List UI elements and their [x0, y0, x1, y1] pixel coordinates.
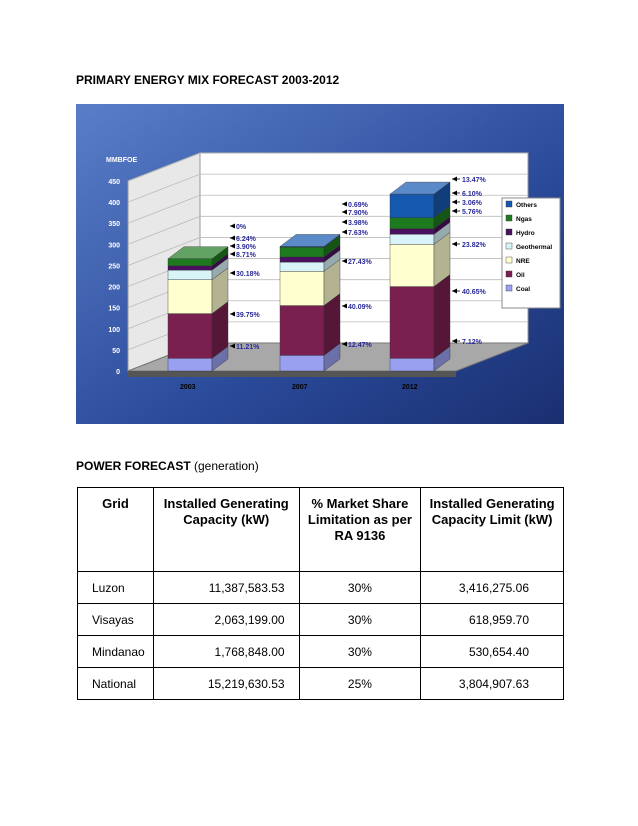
bar-segment-ngas — [280, 247, 324, 257]
annotation-label-oil: 39.75% — [236, 312, 260, 319]
annotation-label-oil: 40.65% — [462, 289, 486, 296]
legend-entry: NRE — [516, 258, 530, 265]
legend-box — [502, 198, 560, 308]
annotation-label-geothermal: 7.63% — [348, 230, 368, 237]
bar-segment-nre — [390, 244, 434, 286]
cell-limit: 618,959.70 — [421, 604, 564, 636]
y-tick-label: 50 — [112, 347, 120, 355]
y-tick-label: 100 — [108, 326, 120, 334]
x-tick-label: 2012 — [402, 384, 418, 391]
cell-grid: Luzon — [78, 572, 154, 604]
cell-grid: National — [78, 668, 154, 700]
cell-limit: 530,654.40 — [421, 636, 564, 668]
table-row — [78, 572, 564, 604]
annotation-label-coal: 7.12% — [462, 339, 482, 346]
table-row — [78, 668, 564, 700]
bar-segment-ngas — [168, 259, 212, 266]
legend-swatch — [506, 229, 512, 235]
bar-segment-side — [434, 275, 450, 359]
annotation-label-hydro: 3.90% — [236, 244, 256, 251]
annotation-label-coal: 11.21% — [236, 344, 260, 351]
cell-capacity: 11,387,583.53 — [153, 572, 299, 604]
cell-share: 30% — [299, 604, 421, 636]
y-tick-label: 350 — [108, 221, 120, 229]
bar-segment-hydro — [168, 266, 212, 270]
bar-segment-geothermal — [168, 270, 212, 280]
y-tick-label: 450 — [108, 179, 120, 186]
cell-share: 30% — [299, 572, 421, 604]
power-forecast-table — [77, 487, 564, 700]
annotation-label-geothermal: 5.76% — [462, 209, 482, 216]
cell-capacity: 15,219,630.53 — [153, 668, 299, 700]
annotation-label-hydro: 3.06% — [462, 200, 482, 207]
cell-limit: 3,804,907.63 — [421, 668, 564, 700]
bar-segment-coal — [280, 355, 324, 371]
bar-segment-oil — [390, 287, 434, 359]
energy-mix-chart — [76, 104, 564, 424]
bar-segment-geothermal — [390, 234, 434, 244]
annotation-label-others: 0% — [236, 224, 247, 231]
energy-mix-heading: PRIMARY ENERGY MIX FORECAST 2003-2012 — [76, 73, 340, 87]
legend-swatch — [506, 285, 512, 291]
y-tick-label: 300 — [108, 242, 120, 250]
power-forecast-subtitle: (generation) — [190, 459, 259, 473]
header-grid: Grid — [78, 488, 154, 572]
annotation-label-others: 13.47% — [462, 177, 486, 184]
y-tick-label: 400 — [108, 200, 120, 208]
x-tick-label: 2007 — [292, 384, 308, 391]
bar-segment-oil — [168, 314, 212, 359]
bar-segment-hydro — [390, 229, 434, 234]
legend-entry: Geothermal — [516, 244, 553, 251]
legend-swatch — [506, 215, 512, 221]
legend-swatch — [506, 201, 512, 207]
bar-segment-others — [390, 194, 434, 218]
cell-share: 30% — [299, 636, 421, 668]
cell-share: 25% — [299, 668, 421, 700]
x-tick-label: 2003 — [180, 384, 196, 391]
cell-limit: 3,416,275.06 — [421, 572, 564, 604]
chart-floor-edge — [128, 371, 456, 377]
bar-segment-nre — [280, 271, 324, 305]
y-tick-label: 200 — [108, 284, 120, 292]
y-tick-label: 250 — [108, 263, 120, 271]
annotation-label-ngas: 6.24% — [236, 236, 256, 243]
header-market-share: % Market Share Limitation as per RA 9136 — [299, 488, 421, 572]
y-axis-label: MMBFOE — [106, 157, 138, 164]
annotation-label-nre: 30.18% — [236, 271, 260, 278]
bar-segment-oil — [280, 306, 324, 356]
annotation-label-oil: 40.09% — [348, 304, 372, 311]
bar-segment-coal — [168, 358, 212, 371]
header-capacity: Installed Generating Capacity (kW) — [153, 488, 299, 572]
table-row — [78, 604, 564, 636]
power-forecast-heading — [76, 459, 259, 473]
bar-segment-ngas — [390, 218, 434, 229]
annotation-label-ngas: 7.90% — [348, 210, 368, 217]
table-row — [78, 636, 564, 668]
header-capacity-limit: Installed Generating Capacity Limit (kW) — [421, 488, 564, 572]
legend-entry: Others — [516, 202, 537, 209]
cell-capacity: 2,063,199.00 — [153, 604, 299, 636]
annotation-label-coal: 12.47% — [348, 342, 372, 349]
cell-grid: Mindanao — [78, 636, 154, 668]
table-header-row — [78, 488, 564, 572]
annotation-label-nre: 27.43% — [348, 259, 372, 266]
power-forecast-title: POWER FORECAST — [76, 459, 191, 473]
annotation-label-nre: 23.82% — [462, 242, 486, 249]
bar-segment-hydro — [280, 257, 324, 262]
legend-swatch — [506, 243, 512, 249]
y-tick-label: 0 — [116, 369, 120, 376]
legend-swatch — [506, 257, 512, 263]
annotation-label-geothermal: 8.71% — [236, 252, 256, 259]
y-tick-label: 150 — [108, 305, 120, 313]
legend-entry: Oil — [516, 272, 525, 279]
annotation-label-others: 0.69% — [348, 202, 368, 209]
legend-entry: Coal — [516, 286, 531, 293]
annotation-label-hydro: 3.98% — [348, 220, 368, 227]
cell-capacity: 1,768,848.00 — [153, 636, 299, 668]
bar-segment-geothermal — [280, 262, 324, 271]
annotation-label-ngas: 6.10% — [462, 191, 482, 198]
bar-segment-coal — [390, 358, 434, 371]
legend-entry: Hydro — [516, 230, 535, 237]
bar-segment-nre — [168, 280, 212, 314]
legend-entry: Ngas — [516, 216, 532, 223]
cell-grid: Visayas — [78, 604, 154, 636]
legend-swatch — [506, 271, 512, 277]
